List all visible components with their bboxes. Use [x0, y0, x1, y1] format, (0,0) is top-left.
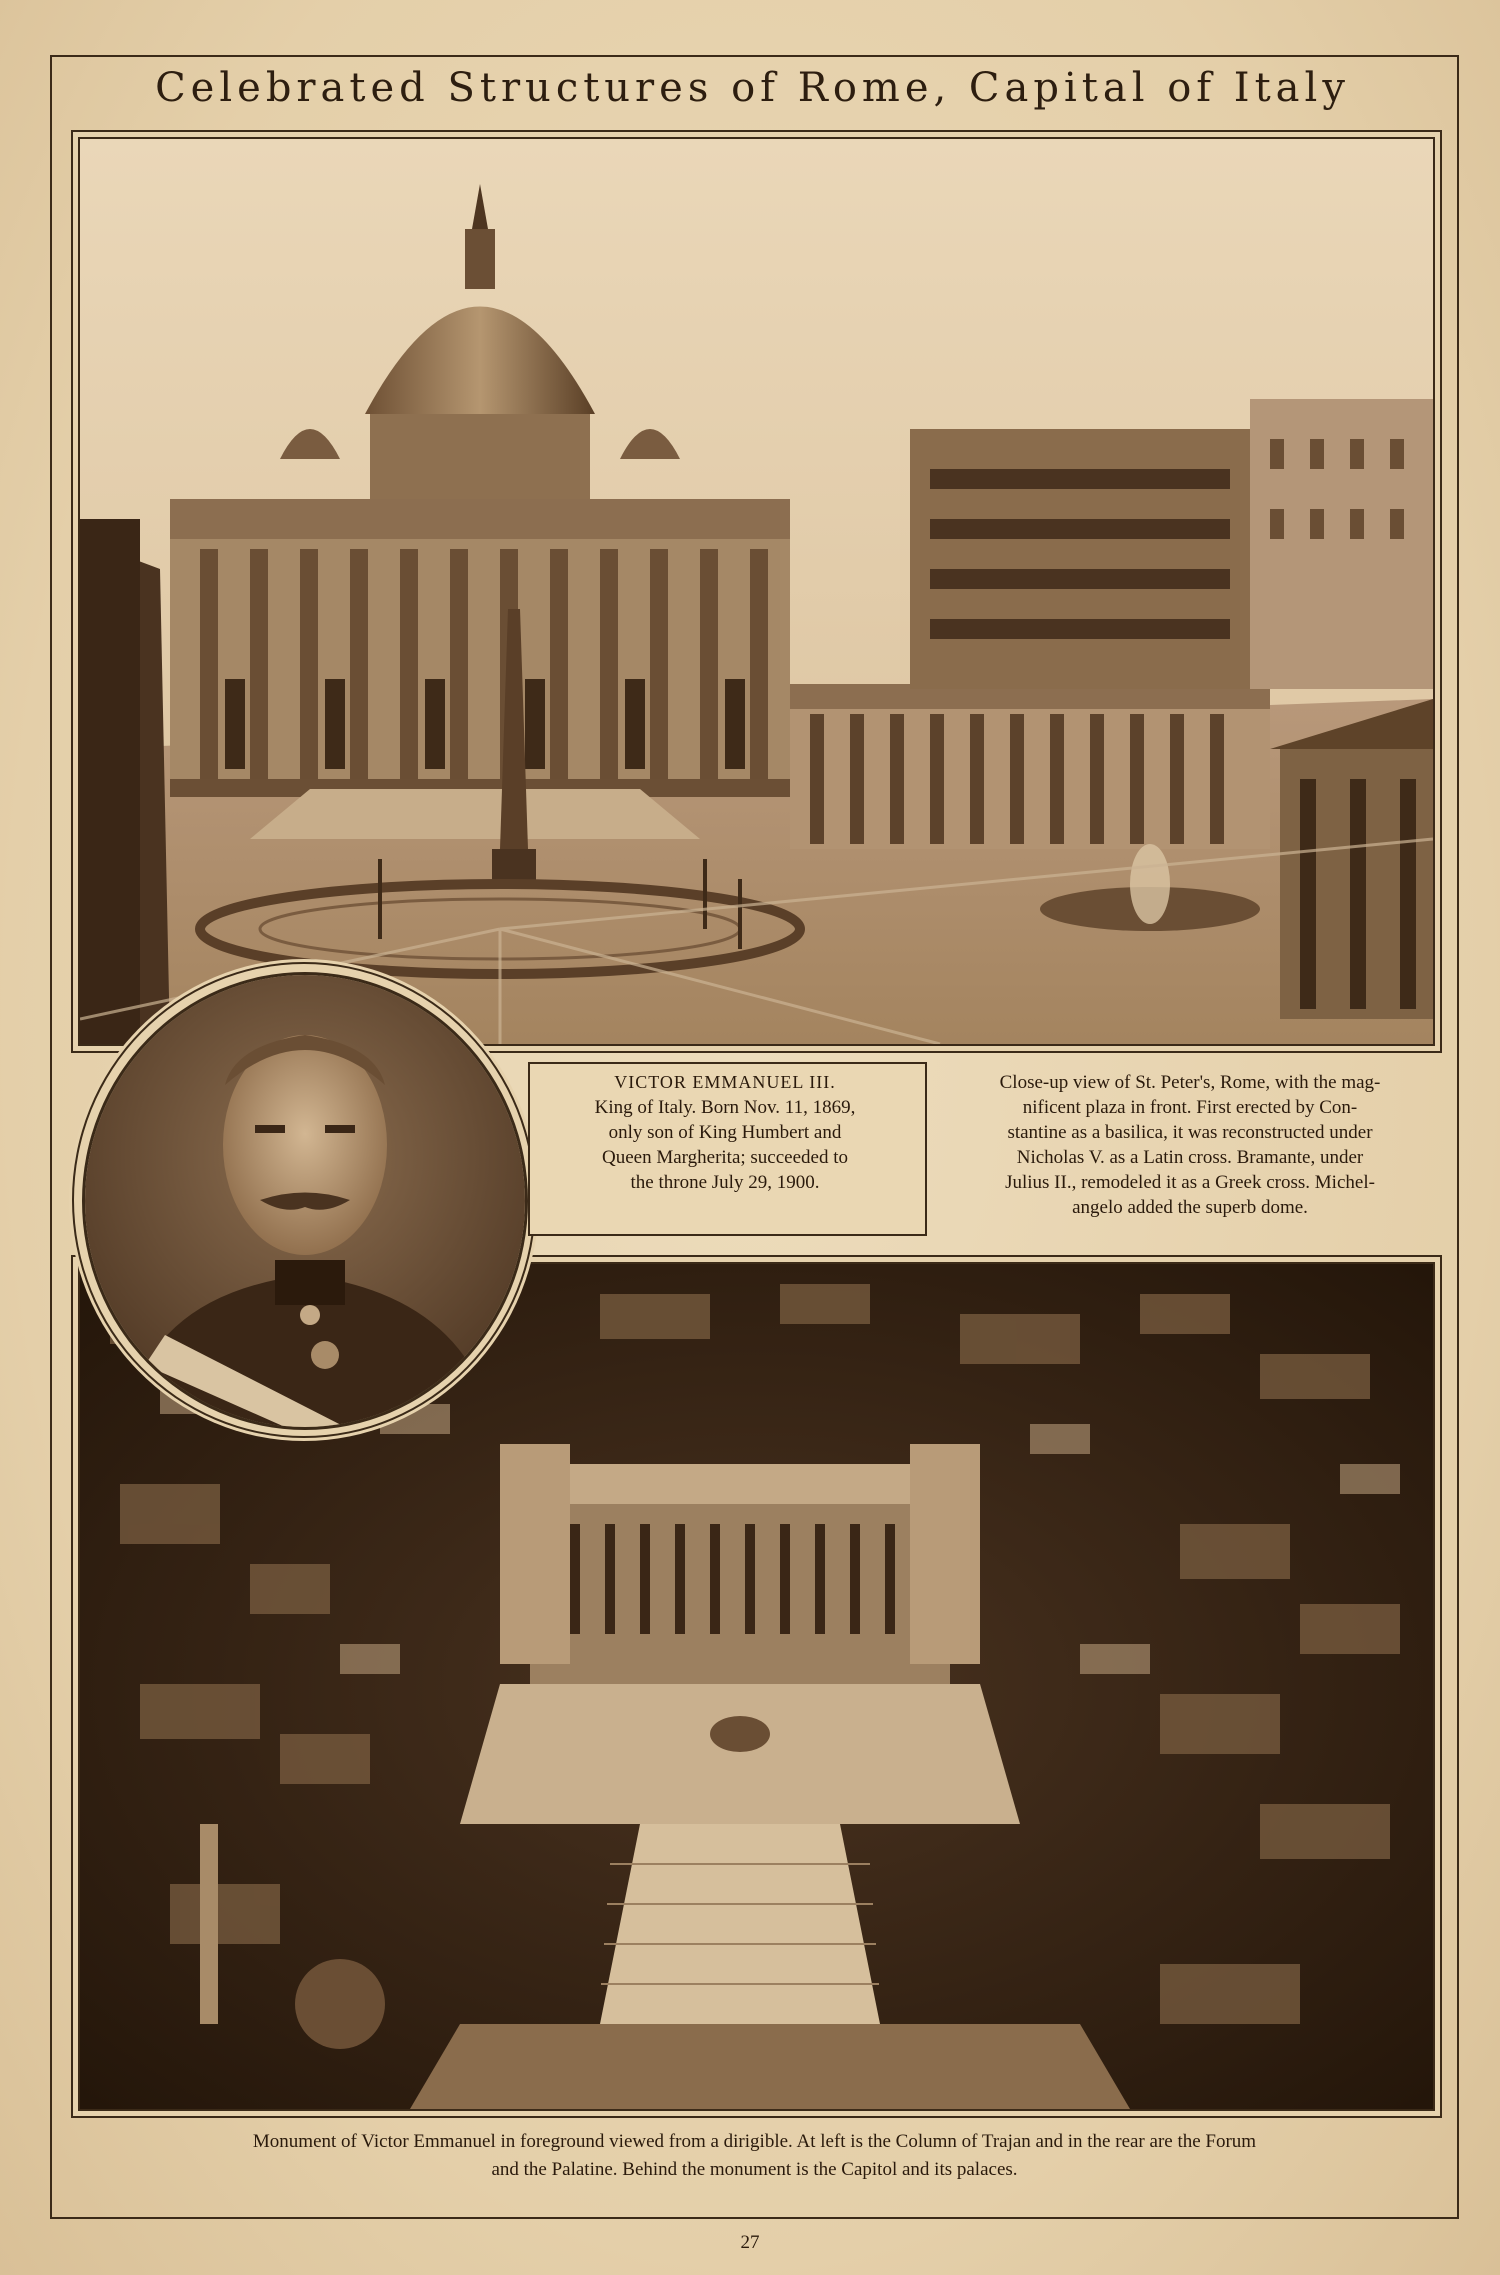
portrait-illustration	[85, 975, 525, 1427]
caption-line: and the Palatine. Behind the monument is the Capitol and its palaces.	[491, 2159, 1018, 2180]
st-peters-caption	[945, 1070, 1435, 1220]
caption-line: Monument of Victor Emmanuel in foreground viewed from a dirigible. At left is the Column of Trajan and in the rear are the Forum	[252, 2131, 1257, 2152]
caption-line: Julius II., remodeled it as a Greek cross. Michel-	[1005, 1172, 1375, 1193]
caption-line: Nicholas V. as a Latin cross. Bramante, under	[1016, 1147, 1364, 1168]
st-peters-illustration	[80, 139, 1433, 1044]
caption-line: angelo added the superb dome.	[1072, 1197, 1308, 1218]
caption-line: stantine as a basilica, it was reconstructed under	[1007, 1122, 1373, 1143]
st-peters-photo	[78, 137, 1435, 1046]
caption-line: Queen Margherita; succeeded to	[601, 1147, 849, 1168]
caption-line: Close-up view of St. Peter's, Rome, with the mag-	[999, 1072, 1381, 1093]
monument-caption	[78, 2128, 1431, 2184]
caption-name: VICTOR EMMANUEL III.	[614, 1072, 836, 1092]
victor-emmanuel-portrait	[82, 972, 528, 1430]
caption-line: nificent plaza in front. First erected by Con-	[1022, 1097, 1358, 1118]
caption-line: only son of King Humbert and	[608, 1122, 842, 1143]
portrait-caption	[540, 1070, 910, 1195]
caption-line: King of Italy. Born Nov. 11, 1869,	[594, 1097, 856, 1118]
page-number: 27	[740, 2232, 760, 2253]
page-title: Celebrated Structures of Rome, Capital of Italy	[155, 65, 1350, 111]
caption-line: the throne July 29, 1900.	[630, 1172, 820, 1193]
